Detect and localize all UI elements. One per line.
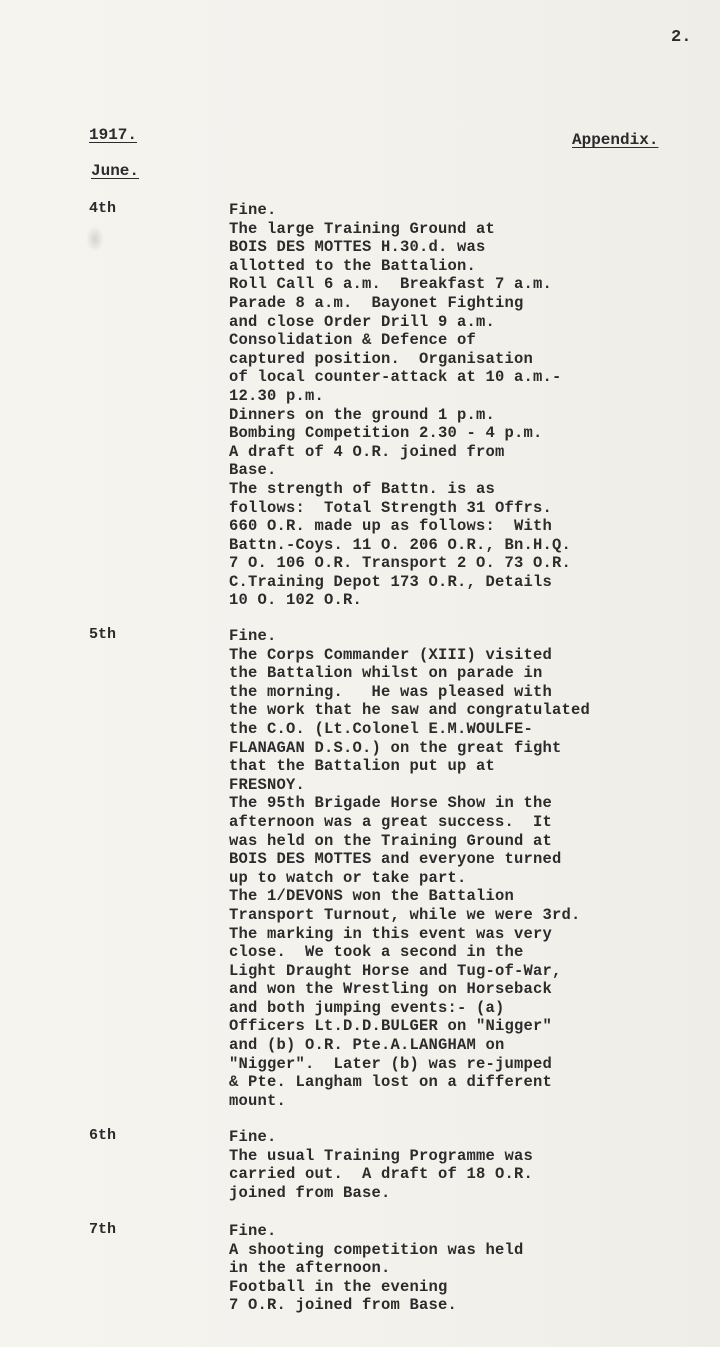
entry-text-4th — [229, 201, 571, 610]
entry-line: "Nigger". Later (b) was re-jumped — [229, 1054, 553, 1073]
entry-date-7th: 7th — [89, 1221, 117, 1238]
entry-date-4th: 4th — [89, 200, 117, 217]
entry-line: 7 O.R. joined from Base. — [229, 1296, 458, 1315]
entry-line: was held on the Training Ground at — [229, 831, 553, 850]
year-heading: 1917. — [89, 126, 138, 144]
entry-line: BOIS DES MOTTES H.30.d. was — [229, 238, 486, 257]
entry-line: The usual Training Programme was — [229, 1146, 534, 1165]
entry-line: Battn.-Coys. 11 O. 206 O.R., Bn.H.Q. — [229, 535, 572, 554]
month-heading: June. — [91, 162, 140, 180]
entry-line: and both jumping events:- (a) — [229, 998, 505, 1017]
entry-date-6th: 6th — [89, 1127, 117, 1144]
entry-line: joined from Base. — [229, 1183, 391, 1202]
entry-line: the morning. He was pleased with — [229, 682, 553, 701]
entry-line: that the Battalion put up at — [229, 757, 496, 776]
entry-line: Dinners on the ground 1 p.m. — [229, 405, 496, 424]
entry-line: Bombing Competition 2.30 - 4 p.m. — [229, 424, 543, 443]
entry-line: FRESNOY. — [229, 775, 306, 794]
entry-line: The Corps Commander (XIII) visited — [229, 645, 553, 664]
entry-line: The 1/DEVONS won the Battalion — [229, 887, 515, 906]
entry-line: C.Training Depot 173 O.R., Details — [229, 572, 553, 591]
entry-line: FLANAGAN D.S.O.) on the great fight — [229, 738, 562, 757]
entry-line: the work that he saw and congratulated — [229, 701, 591, 720]
entry-text-6th — [229, 1128, 533, 1202]
entry-line: Fine. — [229, 1222, 277, 1240]
entry-line: A draft of 4 O.R. joined from — [229, 442, 505, 461]
entry-line: Fine. — [229, 627, 277, 645]
entry-line: mount. — [229, 1091, 287, 1110]
entry-line: Football in the evening — [229, 1277, 448, 1296]
entry-line: and (b) O.R. Pte.A.LANGHAM on — [229, 1036, 505, 1055]
entry-line: Fine. — [229, 1128, 277, 1146]
entry-line: The large Training Ground at — [229, 219, 496, 238]
entry-line: afternoon was a great success. It — [229, 812, 553, 831]
entry-line: up to watch or take part. — [229, 868, 467, 887]
entry-line: & Pte. Langham lost on a different — [229, 1073, 553, 1092]
entry-line: and won the Wrestling on Horseback — [229, 980, 553, 999]
entry-text-7th — [229, 1222, 524, 1315]
entry-line: carried out. A draft of 18 O.R. — [229, 1165, 534, 1184]
appendix-heading: Appendix. — [572, 131, 659, 149]
entry-line: BOIS DES MOTTES and everyone turned — [229, 850, 562, 869]
entry-line: 7 O. 106 O.R. Transport 2 O. 73 O.R. — [229, 554, 572, 573]
entry-line: Base. — [229, 461, 277, 480]
entry-line: 10 O. 102 O.R. — [229, 591, 363, 610]
entry-line: 12.30 p.m. — [229, 386, 325, 405]
entry-line: and close Order Drill 9 a.m. — [229, 312, 496, 331]
entry-line: A shooting competition was held — [229, 1240, 524, 1259]
entry-line: Parade 8 a.m. Bayonet Fighting — [229, 293, 524, 312]
entry-line: in the afternoon. — [229, 1259, 391, 1278]
entry-line: the C.O. (Lt.Colonel E.M.WOULFE- — [229, 719, 534, 738]
entry-line: Consolidation & Defence of — [229, 331, 477, 350]
entry-line: allotted to the Battalion. — [229, 256, 477, 275]
entry-line: Officers Lt.D.D.BULGER on "Nigger" — [229, 1017, 553, 1036]
entry-line: Fine. — [229, 201, 277, 219]
entry-line: of local counter-attack at 10 a.m.- — [229, 368, 562, 387]
entry-line: 660 O.R. made up as follows: With — [229, 517, 553, 536]
entry-line: Light Draught Horse and Tug-of-War, — [229, 961, 562, 980]
entry-text-5th — [229, 627, 590, 1110]
entry-line: captured position. Organisation — [229, 349, 534, 368]
ink-smudge — [86, 226, 104, 252]
entry-line: The strength of Battn. is as — [229, 479, 496, 498]
entry-date-5th: 5th — [89, 626, 117, 643]
entry-line: close. We took a second in the — [229, 943, 524, 962]
page-number: 2. — [671, 28, 692, 47]
entry-line: The 95th Brigade Horse Show in the — [229, 794, 553, 813]
entry-line: the Battalion whilst on parade in — [229, 664, 543, 683]
entry-line: Transport Turnout, while we were 3rd. — [229, 905, 581, 924]
entry-line: Roll Call 6 a.m. Breakfast 7 a.m. — [229, 275, 553, 294]
entry-line: follows: Total Strength 31 Offrs. — [229, 498, 553, 517]
entry-line: The marking in this event was very — [229, 924, 553, 943]
